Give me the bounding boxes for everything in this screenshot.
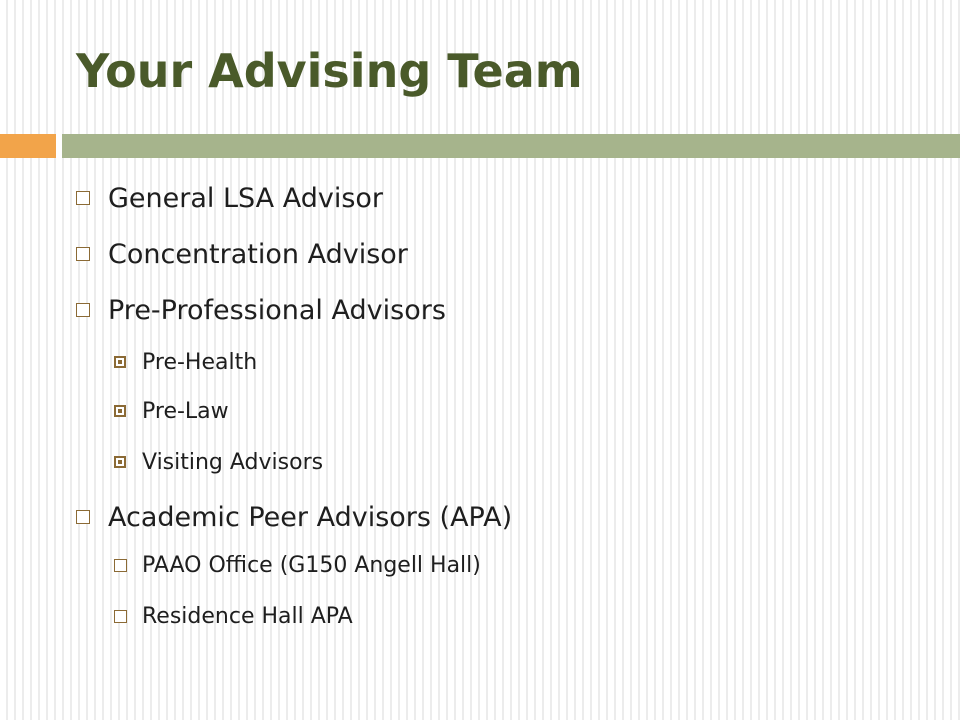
bullet-text: PAAO Office (G150 Angell Hall) [142, 552, 481, 578]
bullet-text: Visiting Advisors [142, 449, 324, 475]
bullet-text: Pre-Health [142, 349, 258, 375]
sub-bullet-paao-office [114, 549, 481, 581]
checkbox-outline-icon [114, 559, 127, 572]
sub-bullet-residence-hall-apa [114, 600, 353, 632]
bullet-text: Pre-Law [142, 398, 229, 424]
checkbox-outline-icon [114, 610, 127, 623]
slide-title: Your Advising Team [76, 44, 583, 98]
filled-square-icon [114, 356, 126, 368]
sub-bullet-pre-law [114, 395, 229, 427]
checkbox-outline-icon [76, 303, 90, 317]
filled-square-icon [114, 405, 126, 417]
bullet-pre-professional-advisors [76, 292, 446, 328]
bullet-general-lsa-advisor [76, 180, 383, 216]
filled-square-icon [114, 456, 126, 468]
bullet-text: Concentration Advisor [108, 238, 408, 270]
bullet-text: Academic Peer Advisors (APA) [108, 501, 513, 533]
sub-bullet-pre-health [114, 346, 257, 378]
bullet-concentration-advisor [76, 236, 408, 272]
bullet-text: Pre-Professional Advisors [108, 294, 446, 326]
bullet-text: General LSA Advisor [108, 182, 384, 214]
checkbox-outline-icon [76, 191, 90, 205]
checkbox-outline-icon [76, 510, 90, 524]
bullet-text: Residence Hall APA [142, 603, 353, 629]
sub-bullet-visiting-advisors [114, 446, 323, 478]
checkbox-outline-icon [76, 247, 90, 261]
bullet-academic-peer-advisors [76, 499, 512, 535]
